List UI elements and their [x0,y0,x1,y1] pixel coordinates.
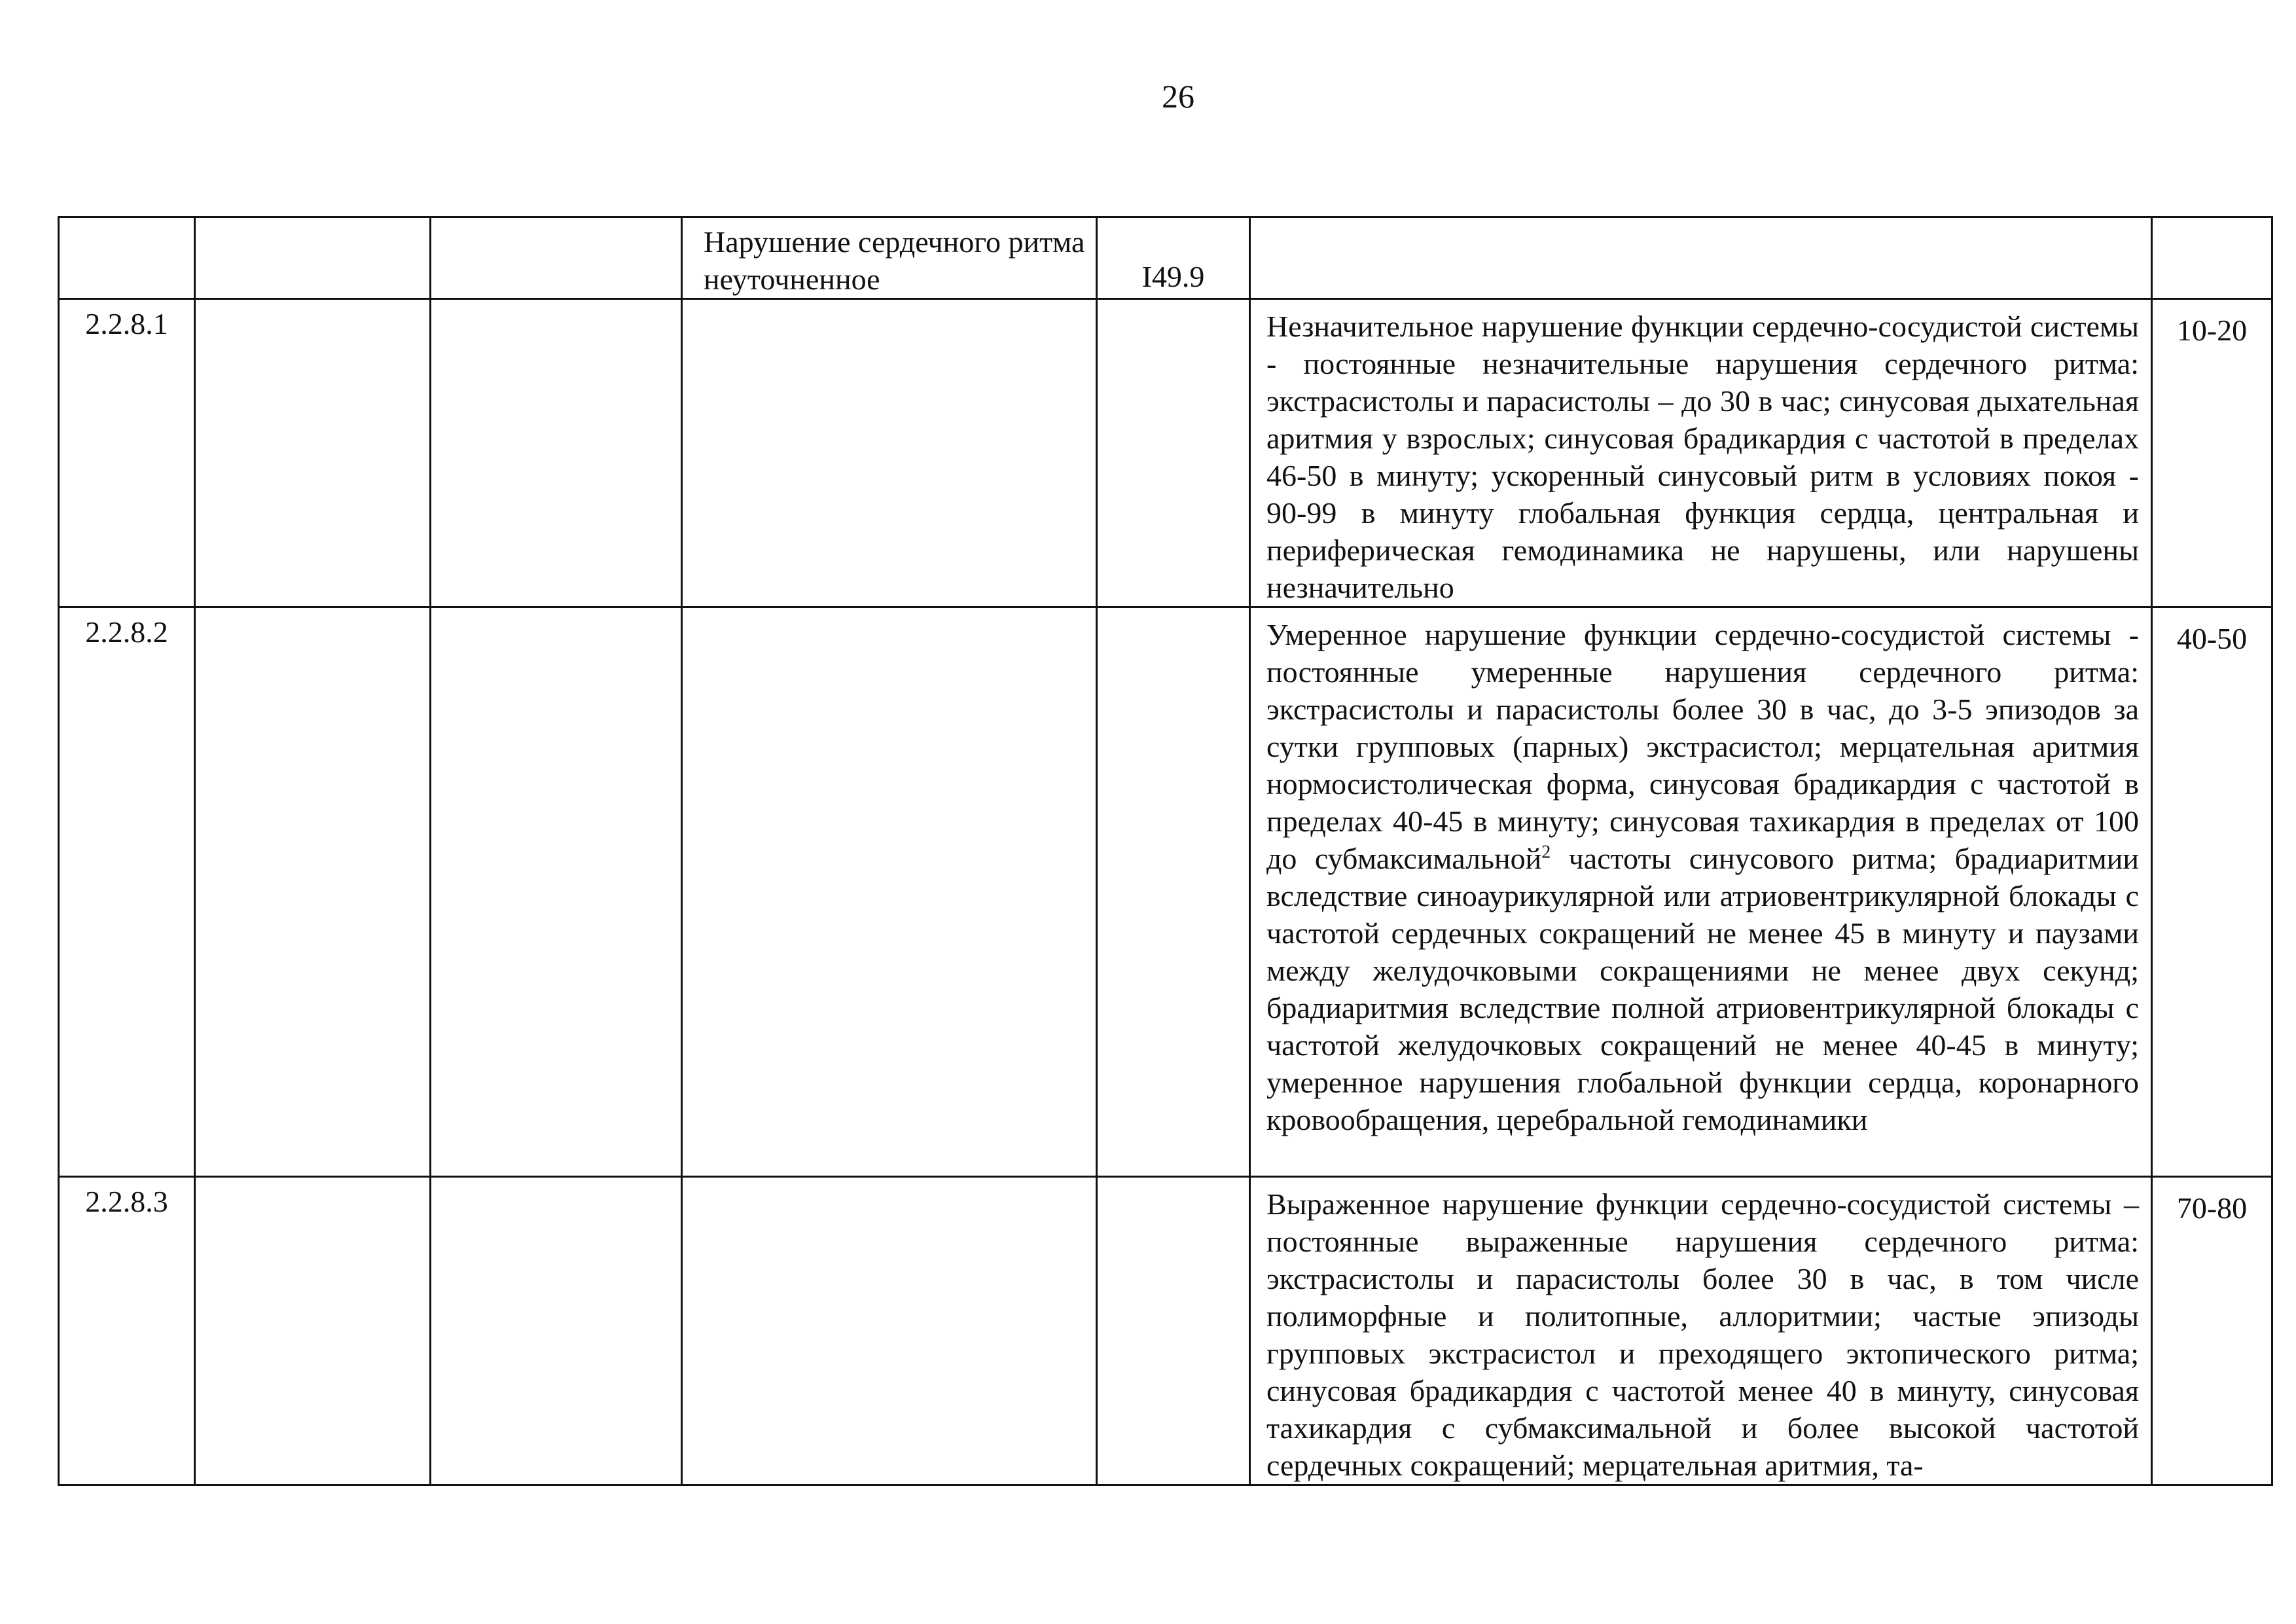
empty-cell [195,217,431,299]
table-header-row [59,217,2272,299]
icd-code-cell: I49.9 [1097,217,1250,299]
empty-cell [1097,299,1250,607]
empty-cell [682,1177,1097,1485]
empty-cell [195,299,431,607]
disability-criteria-table [58,216,2273,1486]
empty-cell [431,1177,682,1485]
description-cell: Незначительное нарушение функции сердечно-сосудистой системы - постоянные незначительные нарушения сердечного ритма: экстрасистолы и парасистолы – до 30 в час; синусовая дыхательная аритмия у взрослых; синусовая брадикардия с частотой в пределах 46-50 в минуту; ускоренный синусовый ритм в условиях покоя - 90-99 в минуту глобальная функция сердца, центральная и периферическая гемодинамика не нарушены, или нарушены незначительно [1250,299,2152,607]
page-number: 26 [1162,78,1194,115]
empty-cell [195,1177,431,1485]
table-row [59,1177,2272,1485]
footnote-marker: 2 [1541,842,1551,863]
empty-cell [431,607,682,1177]
description-text-part: Умеренное нарушение функции сердечно-сосудистой системы - постоянные умеренные нарушения сердечного ритма: экстрасистолы и парасистолы более 30 в час, до 3-5 эпизодов за сутки групповых (парных) экстрасистол; мерцательная аритмия нормосистолическая форма, синусовая брадикардия с частотой в пределах 40-45 в минуту; синусовая тахикардия в пределах от 100 до субмаксимальной [1266,618,2139,875]
empty-cell [431,299,682,607]
description-cell [1250,607,2152,1177]
empty-cell [1250,217,2152,299]
table-row [59,299,2272,607]
item-code-cell: 2.2.8.1 [59,299,195,607]
description-text-part: частоты синусового ритма; брадиаритмии вследствие синоаурикулярной или атриовентрикулярной блокады с частотой сердечных сокращений не менее 45 в минуту и паузами между желудочковыми сокращениями не менее двух секунд; брадиаритмия вследствие полной атриовентрикулярной блокады с частотой желудочковых сокращений не менее 40-45 в минуту; умеренное нарушения глобальной функции сердца, коронарного кровообращения, церебральной гемодинамики [1266,842,2139,1136]
empty-cell [59,217,195,299]
disease-name-cell: Нарушение сердечного ритма неуточненное [682,217,1097,299]
percent-cell: 40-50 [2152,607,2272,1177]
table-row [59,607,2272,1177]
empty-cell [2152,217,2272,299]
item-code-cell: 2.2.8.2 [59,607,195,1177]
percent-cell: 10-20 [2152,299,2272,607]
empty-cell [1097,1177,1250,1485]
empty-cell [195,607,431,1177]
empty-cell [682,607,1097,1177]
empty-cell [431,217,682,299]
empty-cell [682,299,1097,607]
percent-cell: 70-80 [2152,1177,2272,1485]
empty-cell [1097,607,1250,1177]
item-code-cell: 2.2.8.3 [59,1177,195,1485]
description-cell: Выраженное нарушение функции сердечно-сосудистой системы – постоянные выраженные нарушения сердечного ритма: экстрасистолы и парасистолы более 30 в час, в том числе полиморфные и политопные, аллоритмии; частые эпизоды групповых экстрасистол и преходящего эктопического ритма; синусовая брадикардия с частотой менее 40 в минуту, синусовая тахикардия с субмаксимальной и более высокой частотой сердечных сокращений; мерцательная аритмия, та- [1250,1177,2152,1485]
